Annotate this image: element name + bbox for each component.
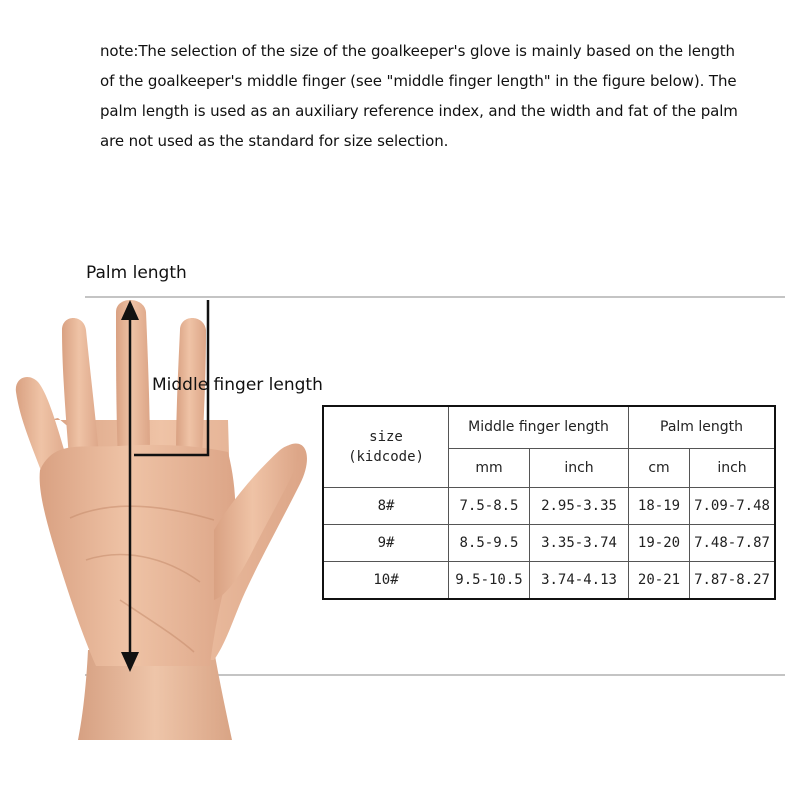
cm-cell: 18-19 [629, 488, 690, 525]
mm-header: mm [449, 448, 530, 487]
palm-inch-cell: 7.48-7.87 [690, 525, 776, 562]
palm-inch-cell: 7.87-8.27 [690, 562, 776, 600]
finger-inch-cell: 2.95-3.35 [530, 488, 629, 525]
size-header [323, 406, 449, 488]
finger-inch-cell: 3.35-3.74 [530, 525, 629, 562]
table-row [323, 488, 775, 525]
size-header-line2: (kidcode) [348, 449, 424, 465]
palm-length-label: Palm length [86, 263, 187, 283]
table-row [323, 525, 775, 562]
size-selection-note: note:The selection of the size of the goalkeeper's glove is mainly based on the length of the goalkeeper's middle finger (see "middle finger length" in the figure below). The palm length is used as an auxiliary reference index, and the width and fat of the palm are not used as the standard for size selection. [100, 42, 738, 150]
table-row [323, 562, 775, 600]
mm-cell: 7.5-8.5 [449, 488, 530, 525]
size-cell: 8# [323, 488, 449, 525]
size-cell: 9# [323, 525, 449, 562]
finger-inch-cell: 3.74-4.13 [530, 562, 629, 600]
palm-inch-header: inch [690, 448, 776, 487]
middle-finger-group-header: Middle finger length [449, 406, 629, 448]
cm-cell: 19-20 [629, 525, 690, 562]
palm-inch-cell: 7.09-7.48 [690, 488, 776, 525]
size-cell: 10# [323, 562, 449, 600]
cm-header: cm [629, 448, 690, 487]
middle-finger-length-label: Middle finger length [152, 375, 323, 395]
finger-inch-header: inch [530, 448, 629, 487]
size-header-line1: size [369, 429, 403, 445]
size-table [322, 405, 776, 600]
mm-cell: 8.5-9.5 [449, 525, 530, 562]
palm-length-group-header: Palm length [629, 406, 776, 448]
hand-shape [16, 300, 307, 666]
cm-cell: 20-21 [629, 562, 690, 600]
mm-cell: 9.5-10.5 [449, 562, 530, 600]
